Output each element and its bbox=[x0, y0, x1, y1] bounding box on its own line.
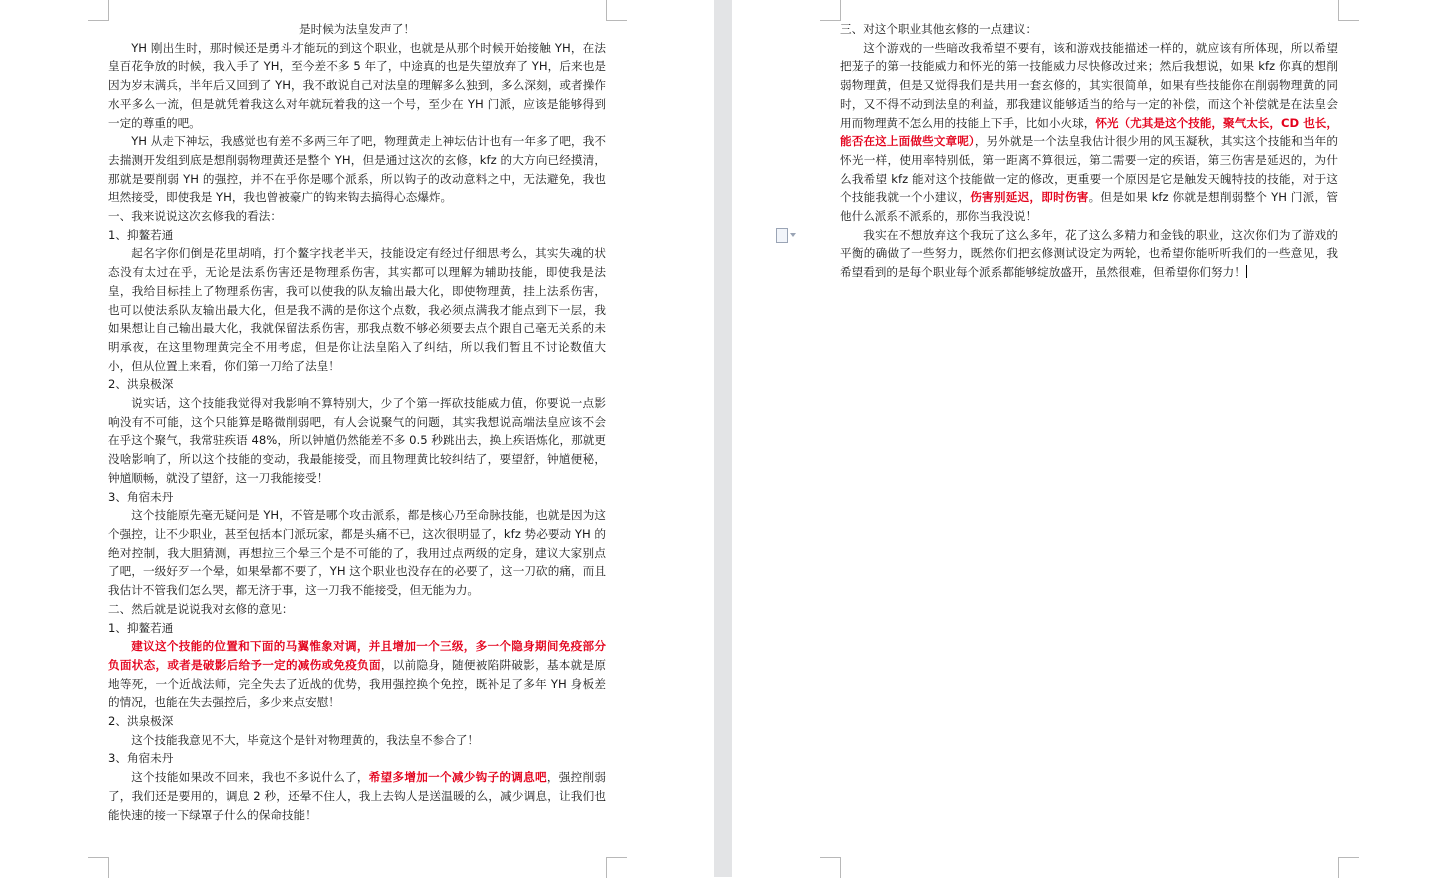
page-sheet-icon bbox=[776, 228, 788, 243]
section-heading: 一、我来说说这次玄修我的看法： bbox=[108, 209, 282, 224]
item-body bbox=[840, 39, 1338, 226]
document-title: 是时候为法皇发声了！ bbox=[299, 22, 415, 36]
page-corner-mark bbox=[88, 857, 109, 878]
page-corner-mark bbox=[606, 0, 627, 21]
section-heading: 二、然后就是说说我对玄修的意见： bbox=[108, 601, 294, 616]
page-corner-mark bbox=[606, 857, 627, 878]
page-corner-mark bbox=[1338, 857, 1359, 878]
right-page-body[interactable] bbox=[840, 20, 1338, 282]
item-body-text: ，另外就是一个法皇我估计很少用的风玉凝秋，其实这个技能和当年的怀光一样，使用率特别低，第一距离不算很远，第二需要一定的疾语，第三伤害是延迟的，为什么我希望 kfz 能对这个技能做一定的修改，更重要一个原因是它是触发天魄特技的技能，对于这个技能我就一个小建议， bbox=[840, 134, 1338, 205]
item-title: 3、角宿未丹 bbox=[108, 489, 174, 504]
item-body-text: 这个游戏的一些暗改我希望不要有，该和游戏技能描述一样的，就应该有所体现，所以希望把茏子的第一技能威力和怀光的第一技能威力尽快修改过来；然后我想说，如果 kfz 你真的想削弱物理黄，但是又觉得我们是共用一套玄修的，其实很简单，如果有些技能你在削弱物理黄的同时，又不得不动到法皇的利益，那我建议能够适当的给与一定的补偿，而这个补偿就是在法皇会用而物理黄不怎么用的技能上下手，比如小火球， bbox=[840, 40, 1338, 130]
highlighted-suggestion: 建议这个技能的位置和下面的马翼惟象对调，并且增加一个三级，多一个隐身期间免疫部分负面状态，或者是破影后给予一定的减伤或免疫负面 bbox=[108, 639, 606, 672]
item-body-text: 这个技能如果改不回来，我也不多说什么了， bbox=[131, 770, 369, 785]
item-title: 1、抑鳌若通 bbox=[108, 620, 174, 635]
chevron-down-icon bbox=[790, 233, 796, 237]
item-title: 3、角宿未丹 bbox=[108, 751, 174, 766]
document-page-left[interactable] bbox=[0, 0, 714, 877]
left-page-body[interactable] bbox=[108, 20, 606, 824]
page-corner-mark bbox=[820, 0, 841, 21]
item-body bbox=[108, 637, 606, 712]
page-corner-mark bbox=[820, 857, 841, 878]
item-body-text: ，强控削弱了，我们还是要用的，调息 2 秒，还晕不住人，我上去钩人是送温暖的么，减少调息，让我们也能快速的接一下绿罩子什么的保命技能！ bbox=[108, 770, 606, 822]
page-gap bbox=[714, 0, 732, 877]
page-corner-mark bbox=[88, 0, 109, 21]
item-title: 2、洪泉极深 bbox=[108, 377, 174, 392]
highlighted-suggestion: 伤害别延迟，即时伤害 bbox=[970, 190, 1089, 205]
page-corner-mark bbox=[1338, 0, 1359, 21]
highlighted-suggestion: 怀光（尤其是这个技能，聚气太长，CD 也长，能否在这上面做些文章呢） bbox=[840, 115, 1338, 149]
intro-paragraph: YH 从走下神坛，我感觉也有差不多两三年了吧，物理黄走上神坛估计也有一年多了吧，我不去揣测开发组到底是想削弱物理黄还是整个 YH，但是通过这次的玄修，kfz 的大方向已经摸清，那就是要削弱 YH 的强控，并不在乎你是哪个派系，所以钩子的改动意料之中，无法避免，我也坦然接受，即使我是 YH，我也曾被豪广的钩来钩去搞得心态爆炸。 bbox=[108, 134, 606, 205]
document-page-right[interactable] bbox=[732, 0, 1449, 877]
document-icon[interactable] bbox=[776, 228, 796, 242]
item-title: 2、洪泉极深 bbox=[108, 714, 174, 729]
item-title: 1、抑鳌若通 bbox=[108, 227, 174, 242]
item-body: 起名字你们倒是花里胡哨，打个鳌字找老半天，技能设定有经过仔细思考么，其实失魂的状态没有太过在乎，无论是法系伤害还是物理系伤害，其实都可以理解为辅助技能，即使我是法皇，我给目标挂上了物理系伤害，我可以使我的队友输出最大化，即使物理黄，挂上法系伤害，也可以使法系队友输出最大化，但是我不满的是你这个点数，我必须点满我才能点到下一层，我如果想让自己输出最大化，我就保留法系伤害，那我点数不够必须要去点个跟自己毫无关系的未明承夜，在这里物理黄完全不用考虑，但是你让法皇陷入了纠结，所以我们暂且不讨论数值大小，但从位置上来看，你们第一刀给了法皇！ bbox=[108, 246, 606, 373]
intro-paragraph: YH 刚出生时，那时候还是勇斗才能玩的到这个职业，也就是从那个时候开始接触 YH，在法皇百花争放的时候，我入手了 YH，至今差不多 5 年了，中途真的也是失望放弃了 YH，后来也是因为岁末满兵，半年后又回到了 YH，我不敢说自己对法皇的理解多么独到，多么深刻，或者操作水平多么一流，但是就凭着我这么对年就玩着我的这一个号，至少在 YH 门派，应该是能够得到一定的尊重的吧。 bbox=[108, 40, 606, 130]
closing-text: 我实在不想放弃这个我玩了这么多年，花了这么多精力和金钱的职业，这次你们为了游戏的平衡的确做了一些努力，既然你们把玄修测试设定为两轮，也希望你能听听我们的一些意见，我希望看到的是每个职业每个派系都能够绽放盛开，虽然很难，但希望你们努力！ bbox=[840, 227, 1338, 280]
item-body bbox=[108, 768, 606, 824]
closing-paragraph bbox=[840, 226, 1338, 282]
section-heading: 三、对这个职业其他玄修的一点建议： bbox=[840, 22, 1038, 36]
text-cursor bbox=[1246, 265, 1247, 278]
item-body: 这个技能原先毫无疑问是 YH，不管是哪个攻击派系，都是核心乃至命脉技能，也就是因为这个强控，让不少职业，甚至包括本门派玩家，都是头痛不已，这次很明显了，kfz 势必要动 YH 的绝对控制，我大胆猜测，再想拉三个晕三个是不可能的了，我用过点两级的定身，建议大家别点了吧，一级好歹一个晕，如果晕都不要了，YH 这个职业也没存在的必要了，这一刀砍的痛，而且我估计不管我们怎么哭，都无济于事，这一刀我不能接受，但无能为力。 bbox=[108, 508, 606, 598]
item-body: 这个技能我意见不大，毕竟这个是针对物理黄的，我法皇不参合了！ bbox=[131, 732, 480, 747]
highlighted-suggestion: 希望多增加一个减少钩子的调息吧 bbox=[368, 770, 547, 785]
item-body: 说实话，这个技能我觉得对我影响不算特别大，少了个第一挥砍技能威力值，你要说一点影响没有不可能，这个只能算是略微削弱吧，有人会说聚气的问题，其实我想说高端法皇应该不会在乎这个聚气，我常驻疾语 48%，所以钟馗仍然能差不多 0.5 秒跳出去，换上疾语炼化，那就更没啥影响了，所以这个技能的变动，我最能接受，而且物理黄比较纠结了，要望舒，钟馗便秘，钟馗顺畅，就没了望舒，这一刀我能接受！ bbox=[108, 396, 606, 485]
item-body-text: ，以前隐身，随便被陷阱破影，基本就是原地等死，一个近战法师，完全失去了近战的优势，我用强控换个免控，既补足了多年 YH 身板差的情况，也能在失去强控后，多少来点安慰！ bbox=[108, 657, 606, 710]
item-body-text: 。但是如果 kfz 你就是想削弱整个 YH 门派，管他什么派系不派系的，那你当我没说！ bbox=[840, 190, 1338, 224]
